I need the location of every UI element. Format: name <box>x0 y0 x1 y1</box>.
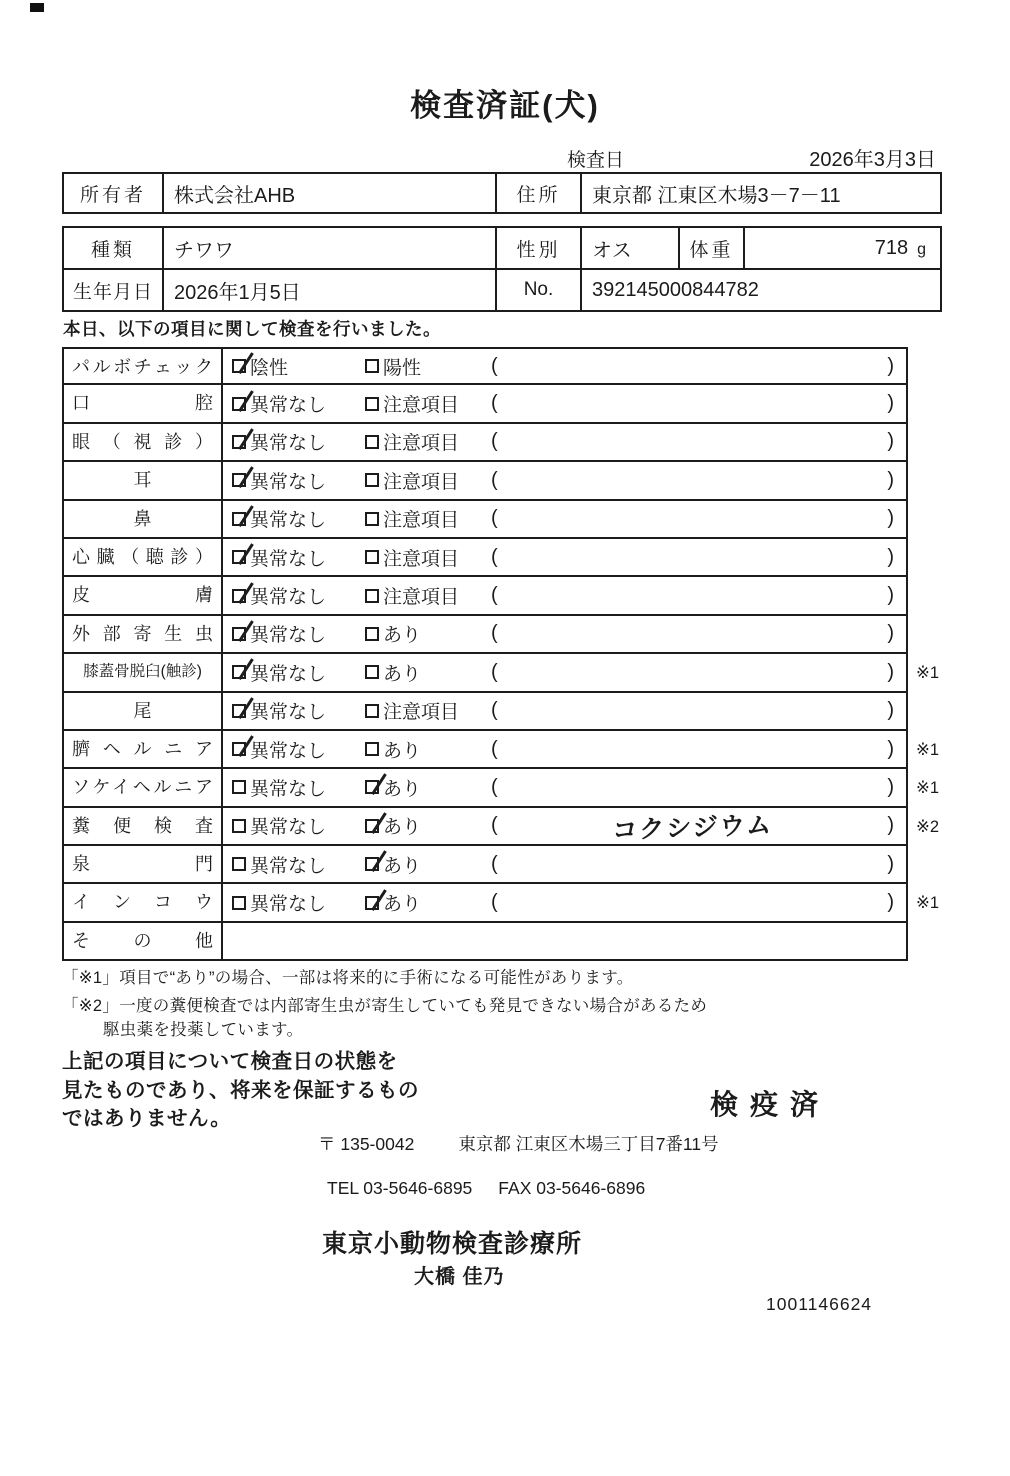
footnote-ref: ※1 <box>916 664 940 683</box>
finding-parens <box>491 738 894 761</box>
exam-item-label: 膝蓋骨脱臼(触診) <box>62 654 223 692</box>
exam-table-row <box>62 923 962 961</box>
checkbox-option-1 <box>232 627 246 641</box>
open-paren: ( <box>491 852 498 875</box>
finding-parens <box>491 622 894 645</box>
close-paren: ) <box>887 468 894 491</box>
footnote-ref <box>908 923 950 961</box>
exam-item-content <box>223 846 908 884</box>
option-2-label: 注意項目 <box>383 395 460 417</box>
disclaimer-line-1: 上記の項目について検査日の状態を <box>62 1050 398 1073</box>
inspection-date-line <box>62 143 940 172</box>
exam-item-content <box>223 731 908 769</box>
footnote-ref: ※1 <box>916 740 940 759</box>
option-2 <box>365 428 491 455</box>
checkbox-option-2 <box>365 359 379 373</box>
option-2-label: 注意項目 <box>383 433 460 455</box>
close-paren: ) <box>887 660 894 683</box>
exam-item-content <box>223 577 908 615</box>
finding-parens <box>491 853 894 876</box>
birthdate-value: 2026年1月5日 <box>163 269 496 311</box>
number-label: No. <box>496 269 581 311</box>
finding-parens <box>491 661 894 684</box>
checkbox-option-1 <box>232 435 246 449</box>
spacer <box>414 1131 458 1156</box>
exam-table-row <box>62 654 962 692</box>
option-1-label: 異常なし <box>250 510 327 532</box>
open-paren: ( <box>491 584 498 607</box>
exam-item-content <box>223 693 908 731</box>
option-1 <box>232 889 365 916</box>
breed-value: チワワ <box>163 227 496 269</box>
footnote-ref <box>908 347 950 385</box>
finding-parens <box>491 469 894 492</box>
address-label: 住所 <box>496 173 581 213</box>
footnote-ref <box>908 846 950 884</box>
option-2 <box>365 812 491 839</box>
owner-label: 所有者 <box>63 173 163 213</box>
clinic-tel-line <box>327 1178 645 1199</box>
option-1 <box>232 620 365 647</box>
exam-item-label: 尾 <box>62 693 223 731</box>
option-2 <box>365 505 491 532</box>
option-1-label: 異常なし <box>250 817 327 839</box>
option-2-label: あり <box>383 894 422 916</box>
exam-table-row <box>62 577 962 615</box>
checkbox-option-2 <box>365 819 379 833</box>
checkbox-option-2 <box>365 473 379 487</box>
checkbox-option-1 <box>232 589 246 603</box>
inspection-date-value: 2026年3月3日 <box>809 149 936 171</box>
option-2-label: あり <box>383 625 422 647</box>
option-2-label: あり <box>383 663 422 685</box>
exam-item-label: 泉門 <box>62 846 223 884</box>
checkbox-option-2 <box>365 627 379 641</box>
option-2 <box>365 851 491 878</box>
exam-item-content <box>223 501 908 539</box>
finding-parens <box>491 392 894 415</box>
option-1 <box>232 812 365 839</box>
weight-value: 718 g <box>744 227 941 269</box>
option-1 <box>232 851 365 878</box>
exam-item-content <box>223 462 908 500</box>
option-2-label: 陽性 <box>383 357 422 379</box>
clinic-postal-line <box>318 1131 719 1156</box>
exam-table-row <box>62 347 962 385</box>
footnote-ref <box>908 424 950 462</box>
exam-table <box>62 347 962 961</box>
option-2-label: 注意項目 <box>383 587 460 609</box>
footnote-1: 「※1」項目で“あり”の場合、一部は将来的に手術になる可能性があります。 <box>62 969 634 987</box>
exam-table-row <box>62 769 962 807</box>
disclaimer-line-2: 見たものであり、将来を保証するもの <box>62 1078 419 1102</box>
exam-item-content <box>223 884 908 922</box>
spacer <box>472 1178 498 1199</box>
exam-item-content <box>223 347 908 385</box>
footnote-ref <box>908 539 950 577</box>
option-1-label: 異常なし <box>250 855 327 877</box>
option-2 <box>365 697 491 724</box>
clinic-fax: FAX 03-5646-6896 <box>498 1178 646 1198</box>
footnote-ref: ※1 <box>916 894 940 913</box>
exam-item-label: 臍ヘルニア <box>62 731 223 769</box>
checkbox-option-2 <box>365 704 379 718</box>
clinic-address: 東京都 江東区木場三丁目7番11号 <box>458 1134 719 1154</box>
checkbox-option-1 <box>232 359 246 373</box>
exam-item-label: その他 <box>62 923 223 961</box>
clinic-tel: TEL 03-5646-6895 <box>327 1178 473 1198</box>
option-1 <box>232 505 365 532</box>
option-1 <box>232 659 365 686</box>
option-1-label: 異常なし <box>250 663 327 685</box>
close-paren: ) <box>887 775 894 798</box>
close-paren: ) <box>887 354 894 377</box>
exam-item-label: 皮膚 <box>62 577 223 615</box>
close-paren: ) <box>887 507 894 530</box>
finding-parens <box>491 776 894 799</box>
option-1 <box>232 544 365 571</box>
open-paren: ( <box>491 545 498 568</box>
checkbox-option-2 <box>365 665 379 679</box>
exam-item-label: 心臓（聴診） <box>62 539 223 577</box>
sex-label: 性別 <box>496 227 581 269</box>
checkbox-option-1 <box>232 704 246 718</box>
footnote-ref: ※2 <box>916 817 940 836</box>
checkbox-option-1 <box>232 819 246 833</box>
exam-item-content <box>223 654 908 692</box>
finding-parens <box>491 808 894 844</box>
footnote-ref: ※1 <box>916 779 940 798</box>
checkbox-option-1 <box>232 896 246 910</box>
checkbox-option-2 <box>365 397 379 411</box>
veterinarian-name: 大橋 佳乃 <box>414 1266 505 1288</box>
exam-item-label: 耳 <box>62 462 223 500</box>
checkbox-option-1 <box>232 665 246 679</box>
open-paren: ( <box>491 814 498 837</box>
finding-parens <box>491 507 894 530</box>
exam-table-row <box>62 424 962 462</box>
option-1-label: 異常なし <box>250 548 327 570</box>
exam-item-label: 口腔 <box>62 385 223 423</box>
close-paren: ) <box>887 737 894 760</box>
option-2-label: あり <box>383 817 422 839</box>
exam-item-label: ソケイヘルニア <box>62 769 223 807</box>
option-2-label: 注意項目 <box>383 548 460 570</box>
exam-item-content <box>223 769 908 807</box>
checkbox-option-2 <box>365 896 379 910</box>
option-2 <box>365 620 491 647</box>
pet-info-table <box>62 226 942 312</box>
checkbox-option-1 <box>232 780 246 794</box>
weight-unit: g <box>917 240 926 258</box>
owner-value: 株式会社AHB <box>163 173 496 213</box>
checkbox-option-1 <box>232 857 246 871</box>
checkbox-option-1 <box>232 397 246 411</box>
exam-table-row <box>62 616 962 654</box>
open-paren: ( <box>491 430 498 453</box>
open-paren: ( <box>491 775 498 798</box>
checkbox-option-2 <box>365 742 379 756</box>
option-1-label: 異常なし <box>250 778 327 800</box>
exam-table-row <box>62 462 962 500</box>
option-1-label: 陰性 <box>250 357 289 379</box>
checkbox-option-2 <box>365 780 379 794</box>
exam-table-row <box>62 693 962 731</box>
close-paren: ) <box>887 891 894 914</box>
close-paren: ) <box>887 545 894 568</box>
open-paren: ( <box>491 699 498 722</box>
option-1 <box>232 467 365 494</box>
option-2 <box>365 544 491 571</box>
finding-parens <box>491 430 894 453</box>
option-1 <box>232 582 365 609</box>
option-2-label: あり <box>383 740 422 762</box>
checkbox-option-1 <box>232 550 246 564</box>
option-2 <box>365 889 491 916</box>
postal-code: 〒 135-0042 <box>318 1134 415 1154</box>
option-1-label: 異常なし <box>250 625 327 647</box>
document-title: 検査済証(犬) <box>410 88 600 123</box>
footnote-ref <box>908 616 950 654</box>
exam-table-row <box>62 501 962 539</box>
option-1-label: 異常なし <box>250 894 327 916</box>
exam-item-content <box>223 385 908 423</box>
finding-parens <box>491 699 894 722</box>
option-2 <box>365 736 491 763</box>
exam-item-content <box>223 808 908 846</box>
owner-table <box>62 172 942 214</box>
close-paren: ) <box>887 430 894 453</box>
exam-item-label: 糞便検査 <box>62 808 223 846</box>
option-1 <box>232 390 365 417</box>
exam-table-row <box>62 731 962 769</box>
option-2 <box>365 659 491 686</box>
close-paren: ) <box>887 392 894 415</box>
option-2-label: あり <box>383 778 422 800</box>
checkbox-option-2 <box>365 550 379 564</box>
close-paren: ) <box>887 852 894 875</box>
checkbox-option-1 <box>232 742 246 756</box>
footnote-ref <box>908 693 950 731</box>
open-paren: ( <box>491 660 498 683</box>
option-2-label: 注意項目 <box>383 702 460 724</box>
exam-item-label: 鼻 <box>62 501 223 539</box>
footnote-ref <box>908 501 950 539</box>
finding-text: コクシジウム <box>611 811 774 845</box>
close-paren: ) <box>887 584 894 607</box>
footnote-ref <box>908 462 950 500</box>
breed-label: 種類 <box>63 227 163 269</box>
checkbox-option-2 <box>365 857 379 871</box>
exam-table-row <box>62 884 962 922</box>
open-paren: ( <box>491 392 498 415</box>
exam-table-row <box>62 808 962 846</box>
exam-item-content <box>223 616 908 654</box>
disclaimer-paragraph <box>62 1048 419 1134</box>
footnote-ref <box>908 385 950 423</box>
exam-item-label: 外部寄生虫 <box>62 616 223 654</box>
address-value: 東京都 江東区木場3－7－11 <box>581 173 941 213</box>
weight-label: 体重 <box>679 227 744 269</box>
finding-parens <box>491 584 894 607</box>
option-1 <box>232 736 365 763</box>
option-2 <box>365 774 491 801</box>
checkbox-option-2 <box>365 589 379 603</box>
option-2 <box>365 582 491 609</box>
open-paren: ( <box>491 468 498 491</box>
option-2-label: 注意項目 <box>383 471 460 493</box>
exam-item-label: 眼（視診） <box>62 424 223 462</box>
option-1 <box>232 353 365 380</box>
number-value: 392145000844782 <box>581 269 941 311</box>
footnote-2-line-1: 「※2」一度の糞便検査では内部寄生虫が寄生していても発見できない場合があるため <box>62 997 708 1015</box>
option-2 <box>365 390 491 417</box>
clinic-name: 東京小動物検査診療所 <box>322 1230 583 1258</box>
exam-table-row <box>62 385 962 423</box>
open-paren: ( <box>491 354 498 377</box>
checkbox-option-1 <box>232 512 246 526</box>
exam-item-content <box>223 923 908 961</box>
close-paren: ) <box>887 622 894 645</box>
quarantine-passed-stamp: 検疫済 <box>710 1089 831 1120</box>
finding-parens <box>491 891 894 914</box>
option-1-label: 異常なし <box>250 471 327 493</box>
birthdate-label: 生年月日 <box>63 269 163 311</box>
checkbox-option-1 <box>232 473 246 487</box>
option-1-label: 異常なし <box>250 433 327 455</box>
option-1-label: 異常なし <box>250 395 327 417</box>
close-paren: ) <box>887 699 894 722</box>
open-paren: ( <box>491 622 498 645</box>
open-paren: ( <box>491 507 498 530</box>
serial-number: 1001146624 <box>766 1294 873 1314</box>
option-2 <box>365 353 491 380</box>
close-paren: ) <box>887 814 894 837</box>
finding-parens <box>491 355 894 378</box>
option-2-label: 注意項目 <box>383 510 460 532</box>
finding-parens <box>491 546 894 569</box>
disclaimer-line-3: ではありません。 <box>62 1107 232 1130</box>
open-paren: ( <box>491 891 498 914</box>
option-2-label: あり <box>383 855 422 877</box>
exam-table-row <box>62 539 962 577</box>
option-1-label: 異常なし <box>250 702 327 724</box>
option-1-label: 異常なし <box>250 740 327 762</box>
footnote-2-line-2: 駆虫薬を投薬しています。 <box>103 1021 304 1039</box>
footnote-ref <box>908 577 950 615</box>
intro-sentence: 本日、以下の項目に関して検査を行いました。 <box>63 319 441 339</box>
option-1 <box>232 428 365 455</box>
checkbox-option-2 <box>365 435 379 449</box>
option-2 <box>365 467 491 494</box>
scan-artifact <box>30 3 44 12</box>
inspection-date-label: 検査日 <box>567 150 625 171</box>
exam-item-label: インコウ <box>62 884 223 922</box>
option-1-label: 異常なし <box>250 587 327 609</box>
exam-item-content <box>223 539 908 577</box>
open-paren: ( <box>491 737 498 760</box>
option-1 <box>232 774 365 801</box>
option-1 <box>232 697 365 724</box>
checkbox-option-2 <box>365 512 379 526</box>
exam-item-label: パルボチェック <box>62 347 223 385</box>
exam-item-content <box>223 424 908 462</box>
exam-table-row <box>62 846 962 884</box>
sex-value: オス <box>581 227 679 269</box>
